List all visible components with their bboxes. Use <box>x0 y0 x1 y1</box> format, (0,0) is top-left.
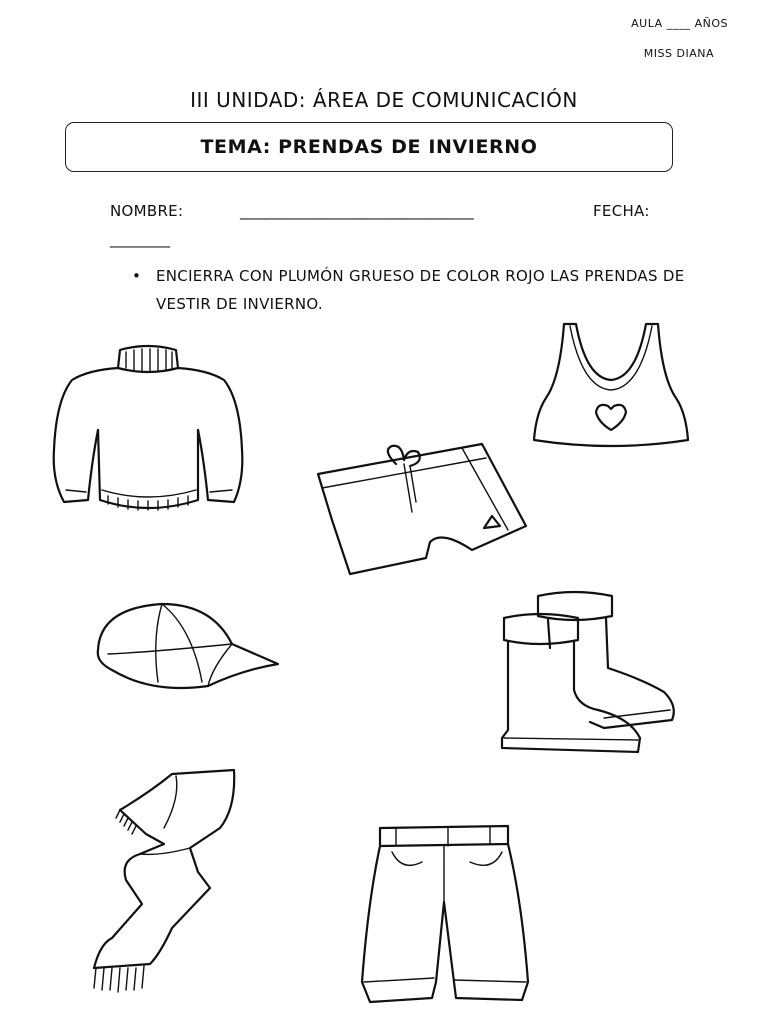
topic-box <box>65 122 673 172</box>
cap-icon[interactable] <box>92 598 282 702</box>
boots-icon[interactable] <box>494 588 680 764</box>
bullet: • <box>132 267 142 285</box>
name-label: NOMBRE: <box>110 202 184 220</box>
name-row <box>110 202 650 220</box>
scarf-icon[interactable] <box>80 768 250 1002</box>
date-blank[interactable]: ________ <box>110 230 170 248</box>
tank-top-icon[interactable] <box>526 318 696 462</box>
date-label: FECHA: <box>593 202 650 220</box>
shorts-icon[interactable] <box>312 440 532 584</box>
instruction-text: ENCIERRA CON PLUMÓN GRUESO DE COLOR ROJO LAS PRENDAS DE VESTIR DE INVIERNO. <box>156 267 685 313</box>
instruction <box>132 262 692 318</box>
unit-title: III UNIDAD: ÁREA DE COMUNICACIÓN <box>190 88 578 112</box>
pants-icon[interactable] <box>352 822 542 1016</box>
teacher-name: MISS DIANA <box>643 47 714 60</box>
aula-line: AULA ____ AÑOS <box>631 17 728 30</box>
topic-title: TEMA: PRENDAS DE INVIERNO <box>200 136 538 158</box>
name-blank[interactable]: ______________________________ <box>240 202 474 220</box>
sweater-icon[interactable] <box>48 340 248 524</box>
